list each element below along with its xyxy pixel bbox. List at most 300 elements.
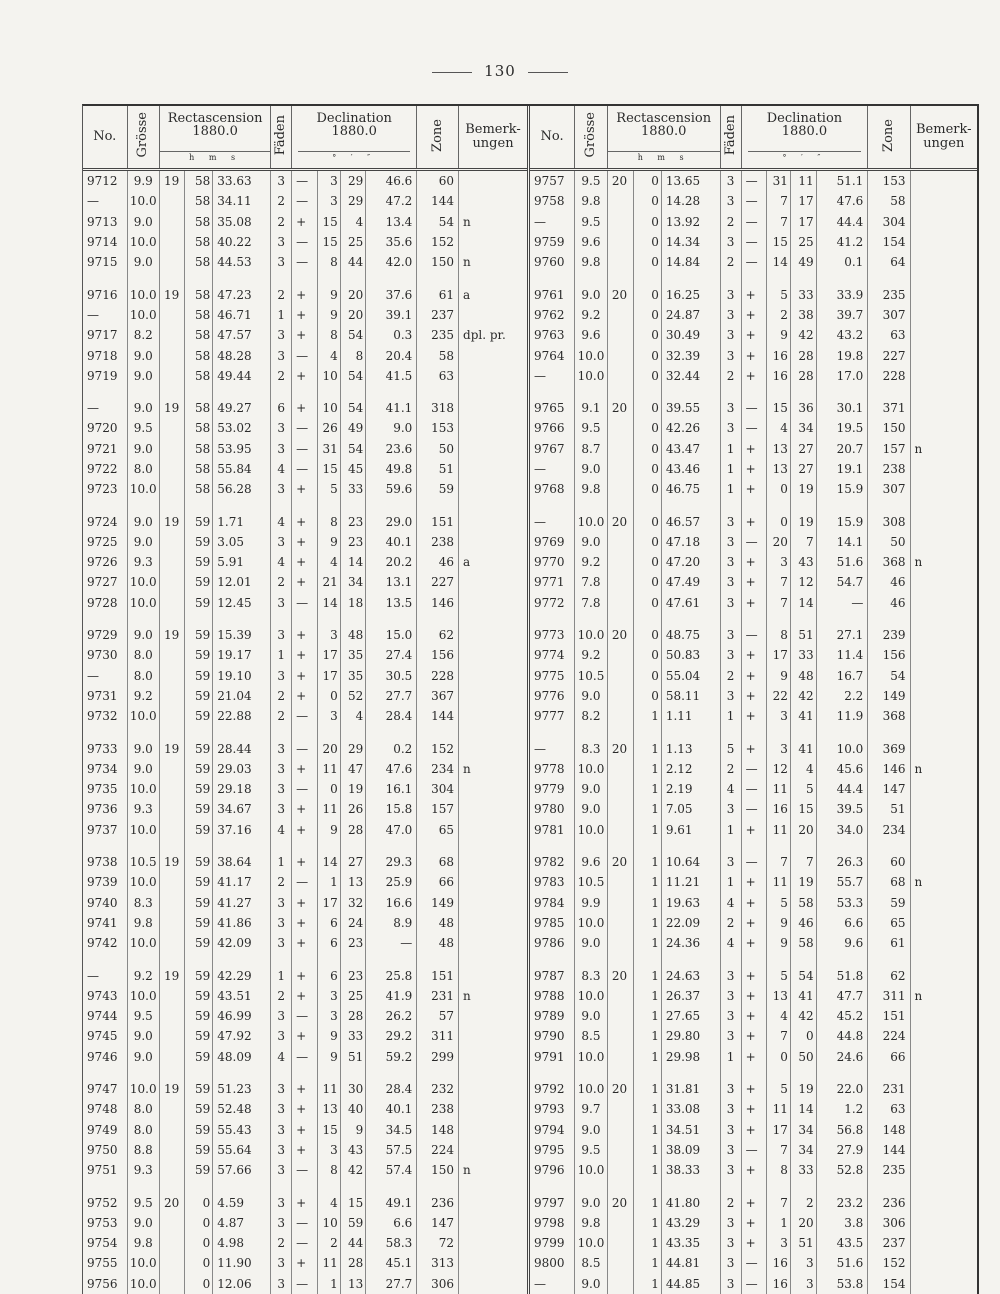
ra-seconds: 16.25 [661,284,720,304]
zone: 148 [417,1119,459,1139]
ra-seconds: 41.80 [661,1192,720,1212]
spacer-cell [213,499,271,511]
dec-degrees: 5 [767,893,790,913]
ra-minutes: 1 [633,1253,661,1273]
zone: 68 [417,852,459,872]
dec-sign: — [292,1006,317,1026]
ra-minutes: 58 [185,398,213,418]
magnitude: 10.0 [127,1079,159,1099]
header-rectascension: Rectascension 1880.0 h m s [159,106,270,170]
ra-minutes: 1 [633,779,661,799]
ra-seconds: 33.08 [661,1099,720,1119]
spacer-cell [575,613,608,625]
threads: 3 [720,572,741,592]
dec-sign: + [741,738,767,758]
spacer-cell [633,726,661,738]
table-row [530,1047,977,1067]
magnitude: 9.0 [127,1213,159,1233]
dec-minutes: 27 [790,439,816,459]
ra-minutes: 1 [633,1099,661,1119]
spacer-cell [213,726,271,738]
ra-seconds: 26.37 [661,986,720,1006]
dec-minutes: 3 [790,1274,816,1294]
table-row [530,965,977,985]
ra-hours [607,913,633,933]
ra-minutes: 59 [185,779,213,799]
spacer-cell [910,840,977,852]
remark [459,933,527,953]
dec-minutes: 20 [340,284,365,304]
dec-degrees: 8 [767,625,790,645]
zone: 62 [417,625,459,645]
dec-degrees: 7 [767,191,790,211]
spacer-cell [607,726,633,738]
ra-hours [159,459,184,479]
dec-seconds: 51.6 [816,552,868,572]
dec-degrees: 1 [317,1274,340,1294]
table-row [83,398,527,418]
ra-hours [607,459,633,479]
spacer-cell [910,499,977,511]
zone: 367 [417,686,459,706]
dec-minutes: 30 [340,1079,365,1099]
dec-sign: + [741,1119,767,1139]
spacer-cell [159,840,184,852]
dec-seconds: 39.5 [816,799,868,819]
threads: 2 [271,706,292,726]
threads: 4 [271,459,292,479]
remark: n [463,214,471,229]
star-number: 9767 [530,439,575,459]
dec-sign: + [292,986,317,1006]
remark [910,232,977,252]
spacer-cell [127,840,159,852]
dec-sign: + [292,305,317,325]
dec-degrees: 7 [767,1192,790,1212]
spacer-cell [185,499,213,511]
magnitude: 10.0 [575,625,608,645]
remark [459,738,527,758]
dec-sign: — [292,1274,317,1294]
dec-degrees: 2 [317,1233,340,1253]
dec-degrees: 13 [767,459,790,479]
zone: 227 [868,345,910,365]
zone: 153 [868,170,910,192]
spacer-cell [366,953,417,965]
dec-degrees: 1 [317,872,340,892]
ra-hours [607,706,633,726]
group-spacer [530,953,977,965]
ra-hours [159,593,184,613]
group-spacer [530,386,977,398]
star-number: 9795 [530,1140,575,1160]
ra-seconds: 41.86 [213,913,271,933]
ra-minutes: 0 [185,1233,213,1253]
remark: n [463,255,471,270]
spacer-cell [741,726,767,738]
table-row [530,986,977,1006]
threads: 3 [271,1140,292,1160]
spacer-cell [868,1180,910,1192]
table-row [83,1192,527,1212]
spacer-cell [83,1067,127,1079]
dec-seconds: 23.6 [366,439,417,459]
dec-degrees: 9 [317,820,340,840]
ra-hours [607,1274,633,1294]
dec-seconds: 10.0 [816,738,868,758]
spacer-cell [271,386,292,398]
dec-seconds: 16.1 [366,779,417,799]
dec-sign: — [292,418,317,438]
star-number: 9752 [83,1192,127,1212]
threads: 3 [720,232,741,252]
remark [910,252,977,272]
ra-minutes: 59 [185,645,213,665]
ra-seconds: 53.02 [213,418,271,438]
dec-seconds: 56.8 [816,1119,868,1139]
spacer-cell [340,726,365,738]
dec-seconds: 34.5 [366,1119,417,1139]
magnitude: 8.0 [127,459,159,479]
ra-hours: 20 [607,625,633,645]
ra-hours [159,779,184,799]
spacer-cell [185,1180,213,1192]
ra-seconds: 41.17 [213,872,271,892]
table-row [83,252,527,272]
spacer-cell [633,499,661,511]
remark: dpl. pr. [463,328,506,343]
group-spacer [83,613,527,625]
spacer-cell [417,1067,459,1079]
table-row [530,852,977,872]
table-row [83,913,527,933]
ra-hours [607,532,633,552]
dec-degrees: 9 [317,1026,340,1046]
dec-degrees: 16 [767,345,790,365]
dec-seconds: 43.2 [816,325,868,345]
dec-degrees: 13 [317,1099,340,1119]
spacer-cell [910,386,977,398]
spacer-cell [213,953,271,965]
magnitude: 9.6 [575,232,608,252]
star-number: — [530,459,575,479]
ra-minutes: 59 [185,511,213,531]
dec-minutes: 54 [340,398,365,418]
dec-degrees: 13 [767,439,790,459]
table-row [530,345,977,365]
dec-minutes: 52 [340,686,365,706]
dec-sign: + [741,1160,767,1180]
ra-seconds: 55.04 [661,666,720,686]
threads: 3 [720,1253,741,1273]
threads: 3 [271,1006,292,1026]
ra-seconds: 48.28 [213,345,271,365]
threads: 3 [271,625,292,645]
spacer-cell [159,613,184,625]
dec-sign: + [292,284,317,304]
table-row [530,1274,977,1294]
dec-degrees: 0 [767,511,790,531]
magnitude: 8.8 [127,1140,159,1160]
dec-sign: — [292,1160,317,1180]
ra-seconds: 49.27 [213,398,271,418]
dec-minutes: 29 [340,170,365,192]
remark [910,398,977,418]
table-row [83,706,527,726]
remark [910,625,977,645]
dec-sign: — [741,170,767,192]
spacer-cell [816,1067,868,1079]
magnitude: 10.0 [127,872,159,892]
star-number: 9762 [530,305,575,325]
magnitude: 9.0 [127,345,159,365]
threads: 1 [720,872,741,892]
dec-seconds: 20.7 [816,439,868,459]
spacer-cell [767,1180,790,1192]
magnitude: 7.8 [575,572,608,592]
magnitude: 9.0 [127,398,159,418]
ra-seconds: 14.84 [661,252,720,272]
group-spacer [83,1180,527,1192]
star-number: 9776 [530,686,575,706]
magnitude: 8.0 [127,1119,159,1139]
dec-degrees: 9 [767,913,790,933]
table-row [83,1233,527,1253]
remark [459,572,527,592]
table-row [530,872,977,892]
dec-degrees: 7 [767,212,790,232]
magnitude: 9.2 [575,645,608,665]
magnitude: 9.0 [127,511,159,531]
dec-sign: — [292,345,317,365]
dec-minutes: 25 [790,232,816,252]
dec-degrees: 6 [317,913,340,933]
dec-minutes: 41 [790,738,816,758]
star-number: 9773 [530,625,575,645]
ra-hours [607,366,633,386]
spacer-cell [159,953,184,965]
magnitude: 9.0 [127,212,159,232]
dec-degrees: 17 [767,645,790,665]
ra-seconds: 34.11 [213,191,271,211]
dec-minutes: 51 [790,1233,816,1253]
magnitude: 9.0 [127,738,159,758]
dec-sign: + [741,1079,767,1099]
magnitude: 9.3 [127,799,159,819]
threads: 3 [271,532,292,552]
dec-sign: — [741,398,767,418]
threads: 1 [271,965,292,985]
dec-degrees: 20 [317,738,340,758]
ra-seconds: 55.64 [213,1140,271,1160]
spacer-cell [340,953,365,965]
spacer-cell [575,386,608,398]
star-number: 9763 [530,325,575,345]
dec-minutes: 42 [790,1006,816,1026]
zone: 232 [417,1079,459,1099]
dec-minutes: 43 [790,552,816,572]
ra-hours [607,1026,633,1046]
dec-sign: + [741,872,767,892]
ra-hours [159,439,184,459]
dec-degrees: 9 [317,305,340,325]
ra-minutes: 59 [185,913,213,933]
threads: 3 [720,511,741,531]
dec-seconds: 41.9 [366,986,417,1006]
threads: 3 [271,933,292,953]
magnitude: 10.0 [575,1079,608,1099]
zone: 236 [417,1192,459,1212]
spacer-cell [83,272,127,284]
ra-seconds: 29.18 [213,779,271,799]
table-row [530,252,977,272]
threads: 4 [271,511,292,531]
spacer-cell [340,1067,365,1079]
ra-seconds: 12.45 [213,593,271,613]
star-number: 9760 [530,252,575,272]
dec-minutes: 44 [340,1233,365,1253]
dec-seconds: 51.8 [816,965,868,985]
star-number: 9792 [530,1079,575,1099]
threads: 3 [271,893,292,913]
magnitude: 9.0 [575,686,608,706]
table-row [83,593,527,613]
dec-seconds: 23.2 [816,1192,868,1212]
ra-minutes: 58 [185,345,213,365]
dec-minutes: 17 [790,191,816,211]
remark: n [463,1163,471,1178]
ra-seconds: 29.03 [213,759,271,779]
remark [910,532,977,552]
spacer-cell [767,386,790,398]
zone: 311 [868,986,910,1006]
dec-degrees: 15 [767,398,790,418]
table-row [83,738,527,758]
threads: 2 [271,572,292,592]
table-row [83,418,527,438]
remark [459,1274,527,1294]
spacer-cell [741,1180,767,1192]
spacer-cell [459,272,527,284]
table-row [83,759,527,779]
threads: 3 [720,593,741,613]
remark [459,779,527,799]
spacer-cell [816,386,868,398]
ra-seconds: 47.49 [661,572,720,592]
dec-seconds: 57.5 [366,1140,417,1160]
ra-hours: 20 [607,965,633,985]
ra-hours: 19 [159,398,184,418]
zone: 368 [868,552,910,572]
dec-degrees: 11 [767,779,790,799]
spacer-cell [790,386,816,398]
dec-minutes: 35 [340,666,365,686]
remark [910,1099,977,1119]
magnitude: 9.6 [575,325,608,345]
dec-minutes: 29 [340,738,365,758]
page-number: 130 [0,62,1000,80]
magnitude: 9.5 [127,418,159,438]
dec-seconds: 2.2 [816,686,868,706]
dec-seconds: 24.6 [816,1047,868,1067]
dec-degrees: 8 [317,1160,340,1180]
ra-hours: 19 [159,625,184,645]
dec-seconds: 51.1 [816,170,868,192]
right-body [530,170,977,1294]
magnitude: 9.0 [127,1047,159,1067]
star-number: 9781 [530,820,575,840]
star-number: 9735 [83,779,127,799]
zone: 306 [868,1213,910,1233]
ra-minutes: 59 [185,625,213,645]
dec-degrees: 31 [767,170,790,192]
group-spacer [530,499,977,511]
magnitude: 9.0 [127,625,159,645]
dec-degrees: 6 [317,965,340,985]
spacer-cell [83,953,127,965]
spacer-cell [271,272,292,284]
ra-minutes: 58 [185,439,213,459]
ra-hours [607,593,633,613]
dec-minutes: 33 [340,479,365,499]
ra-hours [607,1006,633,1026]
ra-hours: 20 [607,1192,633,1212]
remark [459,645,527,665]
ra-seconds: 37.16 [213,820,271,840]
remark: a [463,555,471,570]
magnitude: 10.0 [127,232,159,252]
ra-minutes: 0 [185,1213,213,1233]
ra-minutes: 0 [633,593,661,613]
ra-seconds: 12.01 [213,572,271,592]
dec-sign: + [741,1047,767,1067]
threads: 3 [720,305,741,325]
star-number: 9755 [83,1253,127,1273]
dec-seconds: 26.2 [366,1006,417,1026]
spacer-cell [816,613,868,625]
threads: 3 [720,1274,741,1294]
ra-minutes: 0 [185,1253,213,1273]
magnitude: 8.3 [575,965,608,985]
spacer-cell [340,272,365,284]
dec-sign: + [741,1192,767,1212]
spacer-cell [417,726,459,738]
table-row [83,345,527,365]
ra-seconds: 43.35 [661,1233,720,1253]
threads: 1 [271,852,292,872]
magnitude: 8.3 [575,738,608,758]
ra-hours [159,1233,184,1253]
right-table [530,106,977,1294]
threads: 1 [720,479,741,499]
table-row [530,511,977,531]
ra-seconds: 41.27 [213,893,271,913]
spacer-cell [185,726,213,738]
dec-sign: + [292,686,317,706]
remark [459,686,527,706]
threads: 1 [271,645,292,665]
spacer-cell [459,840,527,852]
ra-hours [159,666,184,686]
ra-hours [159,1274,184,1294]
magnitude: 9.2 [575,305,608,325]
spacer-cell [575,1180,608,1192]
spacer-cell [292,726,317,738]
spacer-cell [366,1180,417,1192]
star-number: 9749 [83,1119,127,1139]
magnitude: 9.0 [127,439,159,459]
ra-seconds: 46.57 [661,511,720,531]
